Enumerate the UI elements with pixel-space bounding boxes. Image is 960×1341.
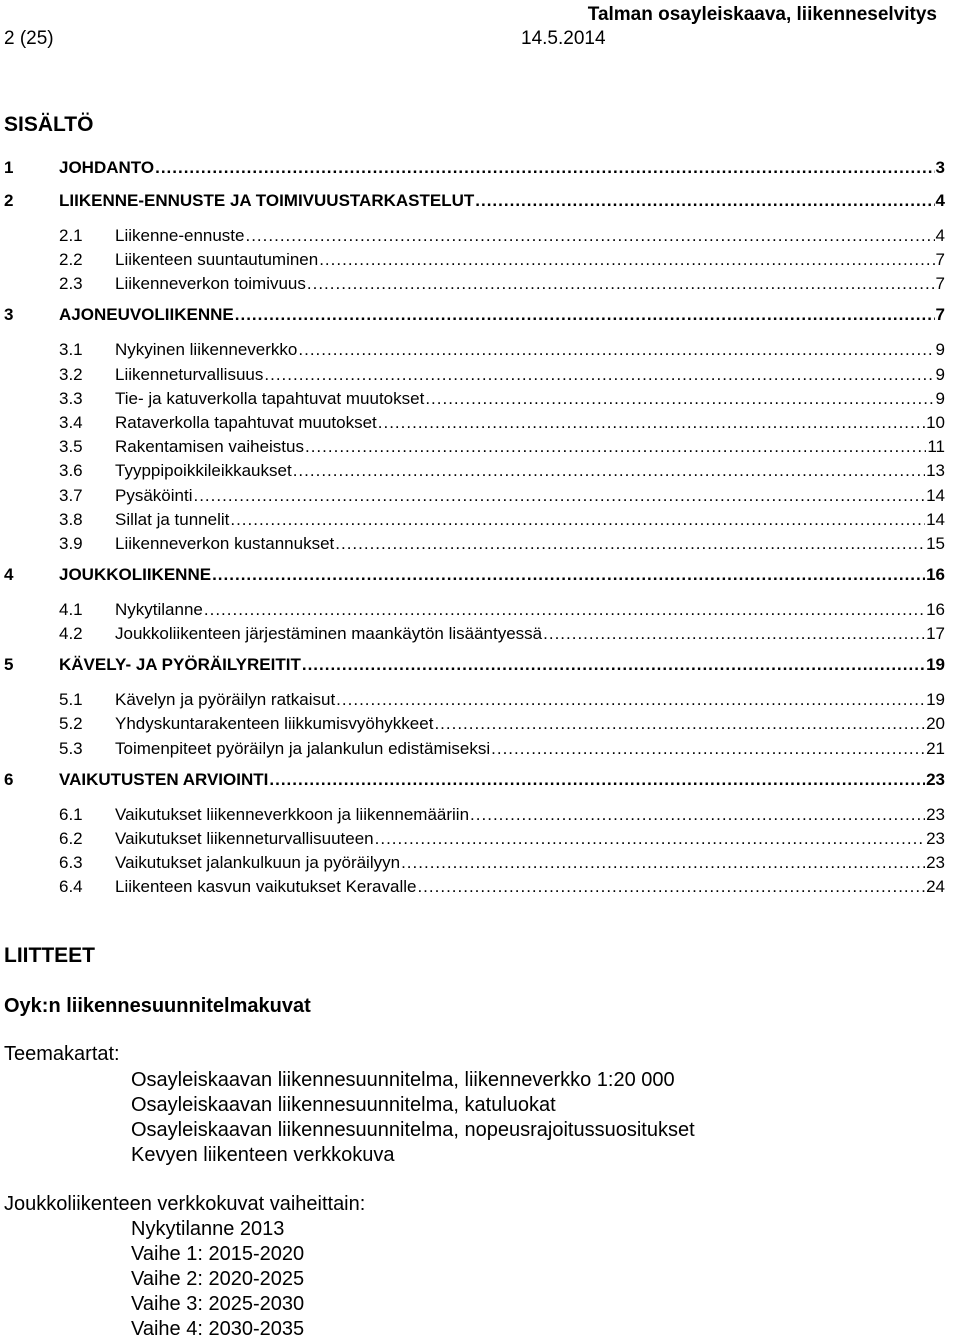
transit-network-item: Vaihe 2: 2020-2025 [131,1268,305,1290]
toc-entry-number: 4 [4,565,14,584]
toc-dot-leader [425,389,934,409]
toc-entry-page: 20 [926,714,945,733]
toc-entry[interactable] [4,655,945,679]
toc-entry[interactable] [4,461,945,485]
toc-entry[interactable] [4,739,945,763]
toc-entry[interactable] [4,829,945,853]
toc-entry-number: 4.1 [59,600,83,619]
toc-entry-title: Liikenteen kasvun vaikutukset Keravalle [115,877,417,896]
toc-entry-number: 5 [4,655,14,674]
toc-entry-number: 3.6 [59,461,83,480]
toc-entry-number: 2.2 [59,250,83,269]
toc-dot-leader [470,805,925,825]
toc-entry[interactable] [4,274,945,298]
toc-entry[interactable] [4,158,945,182]
toc-entry-page: 9 [935,389,945,408]
toc-entry[interactable] [4,624,945,648]
toc-entry-page: 16 [926,565,945,584]
toc-entry-title: KÄVELY- JA PYÖRÄILYREITIT [59,655,301,674]
toc-dot-leader [336,690,925,710]
toc-entry-title: Rakentamisen vaiheistus [115,437,304,456]
toc-entry-title: AJONEUVOLIIKENNE [59,305,234,324]
toc-dot-leader [417,877,925,897]
document-title: Talman osayleiskaava, liikenneselvitys [587,4,937,25]
toc-dot-leader [335,534,925,554]
toc-entry-title: LIIKENNE-ENNUSTE JA TOIMIVUUSTARKASTELUT [59,191,475,210]
toc-entry-page: 7 [935,305,945,324]
toc-entry[interactable] [4,534,945,558]
toc-entry[interactable] [4,340,945,364]
transit-network-item: Vaihe 1: 2015-2020 [131,1243,305,1265]
page-number: 2 (25) [4,28,54,49]
transit-network-item: Vaihe 4: 2030-2035 [131,1318,305,1340]
toc-entry[interactable] [4,191,945,215]
toc-entry[interactable] [4,365,945,389]
toc-dot-leader [302,655,925,675]
toc-entry-title: Tyyppipoikkileikkaukset [115,461,292,480]
toc-dot-leader [269,770,925,790]
toc-entry[interactable] [4,853,945,877]
toc-entry-page: 24 [926,877,945,896]
toc-entry[interactable] [4,690,945,714]
toc-entry-number: 3.3 [59,389,83,408]
toc-entry-number: 1 [4,158,14,177]
toc-dot-leader [235,305,935,325]
toc-entry-page: 10 [926,413,945,432]
toc-entry[interactable] [4,305,945,329]
toc-entry-page: 17 [926,624,945,643]
toc-entry[interactable] [4,714,945,738]
toc-entry-page: 7 [935,250,945,269]
toc-entry-number: 6 [4,770,14,789]
toc-entry[interactable] [4,565,945,589]
attachments-heading: LIITTEET [4,944,95,967]
toc-entry[interactable] [4,413,945,437]
toc-dot-leader [230,510,925,530]
toc-entry-title: Liikenteen suuntautuminen [115,250,319,269]
toc-entry[interactable] [4,389,945,413]
transit-network-label: Joukkoliikenteen verkkokuvat vaiheittain: [4,1193,366,1215]
toc-entry-title: Rataverkolla tapahtuvat muutokset [115,413,377,432]
toc-entry-page: 14 [926,510,945,529]
toc-entry-page: 4 [935,226,945,245]
toc-entry-number: 6.3 [59,853,83,872]
toc-entry-page: 23 [926,805,945,824]
toc-dot-leader [307,274,935,294]
toc-entry-number: 3.2 [59,365,83,384]
toc-entry-title: Vaikutukset liikenneverkkoon ja liikennemääriin [115,805,470,824]
toc-entry-page: 19 [926,690,945,709]
toc-entry[interactable] [4,600,945,624]
toc-entry-number: 5.1 [59,690,83,709]
document-date: 14.5.2014 [521,28,606,49]
toc-entry-title: Yhdyskuntarakenteen liikkumisvyöhykkeet [115,714,434,733]
toc-entry-title: Liikenneverkon kustannukset [115,534,335,553]
toc-entry-number: 3.1 [59,340,83,359]
toc-entry-title: Vaikutukset jalankulkuun ja pyöräilyyn [115,853,401,872]
toc-entry-title: Toimenpiteet pyöräilyn ja jalankulun edistämiseksi [115,739,491,758]
toc-entry-number: 2.3 [59,274,83,293]
toc-dot-leader [378,413,925,433]
toc-dot-leader [434,714,925,734]
theme-map-item: Osayleiskaavan liikennesuunnitelma, liikenneverkko 1:20 000 [131,1069,675,1091]
transit-network-item: Vaihe 3: 2025-2030 [131,1293,305,1315]
toc-entry-number: 4.2 [59,624,83,643]
toc-dot-leader [293,461,925,481]
toc-dot-leader [475,191,934,211]
toc-entry-number: 2.1 [59,226,83,245]
toc-dot-leader [212,565,925,585]
toc-entry-page: 9 [935,365,945,384]
toc-entry-title: Vaikutukset liikenneturvallisuuteen [115,829,374,848]
toc-entry-page: 23 [926,829,945,848]
toc-entry-page: 4 [935,191,945,210]
toc-entry-title: VAIKUTUSTEN ARVIOINTI [59,770,269,789]
theme-maps-label: Teemakartat: [4,1043,120,1065]
toc-entry-number: 3.4 [59,413,83,432]
toc-entry-number: 5.3 [59,739,83,758]
toc-heading: SISÄLTÖ [4,113,94,136]
theme-map-item: Kevyen liikenteen verkkokuva [131,1144,395,1166]
toc-entry-title: Pysäköinti [115,486,193,505]
toc-dot-leader [155,158,934,178]
toc-entry-page: 23 [926,770,945,789]
toc-entry[interactable] [4,250,945,274]
toc-entry-page: 7 [935,274,945,293]
toc-entry-title: Nykytilanne [115,600,203,619]
toc-entry-title: JOHDANTO [59,158,155,177]
toc-dot-leader [491,739,925,759]
toc-dot-leader [319,250,934,270]
toc-entry[interactable] [4,437,945,461]
transit-network-item: Nykytilanne 2013 [131,1218,285,1240]
toc-dot-leader [193,486,925,506]
toc-entry-number: 3.9 [59,534,83,553]
toc-dot-leader [264,365,934,385]
toc-entry-title: Liikenneverkon toimivuus [115,274,306,293]
toc-dot-leader [298,340,934,360]
toc-entry[interactable] [4,877,945,901]
toc-entry-title: Tie- ja katuverkolla tapahtuvat muutokset [115,389,425,408]
toc-dot-leader [204,600,925,620]
toc-entry-number: 3 [4,305,14,324]
toc-entry-title: Kävelyn ja pyöräilyn ratkaisut [115,690,336,709]
theme-map-item: Osayleiskaavan liikennesuunnitelma, katuluokat [131,1094,556,1116]
toc-entry-number: 2 [4,191,14,210]
theme-map-item: Osayleiskaavan liikennesuunnitelma, nopeusrajoitussuositukset [131,1119,695,1141]
toc-entry-number: 3.5 [59,437,83,456]
toc-entry-page: 23 [926,853,945,872]
toc-dot-leader [543,624,925,644]
toc-entry-title: Sillat ja tunnelit [115,510,230,529]
toc-entry-page: 14 [926,486,945,505]
toc-dot-leader [305,437,926,457]
toc-entry[interactable] [4,770,945,794]
toc-entry-number: 6.4 [59,877,83,896]
toc-entry[interactable] [4,226,945,250]
toc-entry[interactable] [4,486,945,510]
toc-entry-page: 19 [926,655,945,674]
toc-entry[interactable] [4,805,945,829]
toc-entry-page: 13 [926,461,945,480]
toc-entry-page: 3 [935,158,945,177]
toc-dot-leader [245,226,934,246]
toc-entry-number: 3.8 [59,510,83,529]
attachments-subheading: Oyk:n liikennesuunnitelmakuvat [4,995,311,1017]
toc-entry-page: 15 [926,534,945,553]
toc-entry-number: 5.2 [59,714,83,733]
toc-entry-title: Liikenne-ennuste [115,226,245,245]
toc-entry-title: Nykyinen liikenneverkko [115,340,298,359]
toc-entry-page: 21 [926,739,945,758]
toc-entry-title: JOUKKOLIIKENNE [59,565,212,584]
toc-entry-number: 6.2 [59,829,83,848]
toc-entry-title: Liikenneturvallisuus [115,365,264,384]
toc-dot-leader [375,829,925,849]
toc-entry-number: 3.7 [59,486,83,505]
toc-entry-page: 16 [926,600,945,619]
toc-dot-leader [401,853,925,873]
toc-entry-page: 9 [935,340,945,359]
toc-entry-page: 11 [927,437,945,456]
toc-entry[interactable] [4,510,945,534]
toc-entry-title: Joukkoliikenteen järjestäminen maankäytön lisääntyessä [115,624,543,643]
toc-entry-number: 6.1 [59,805,83,824]
